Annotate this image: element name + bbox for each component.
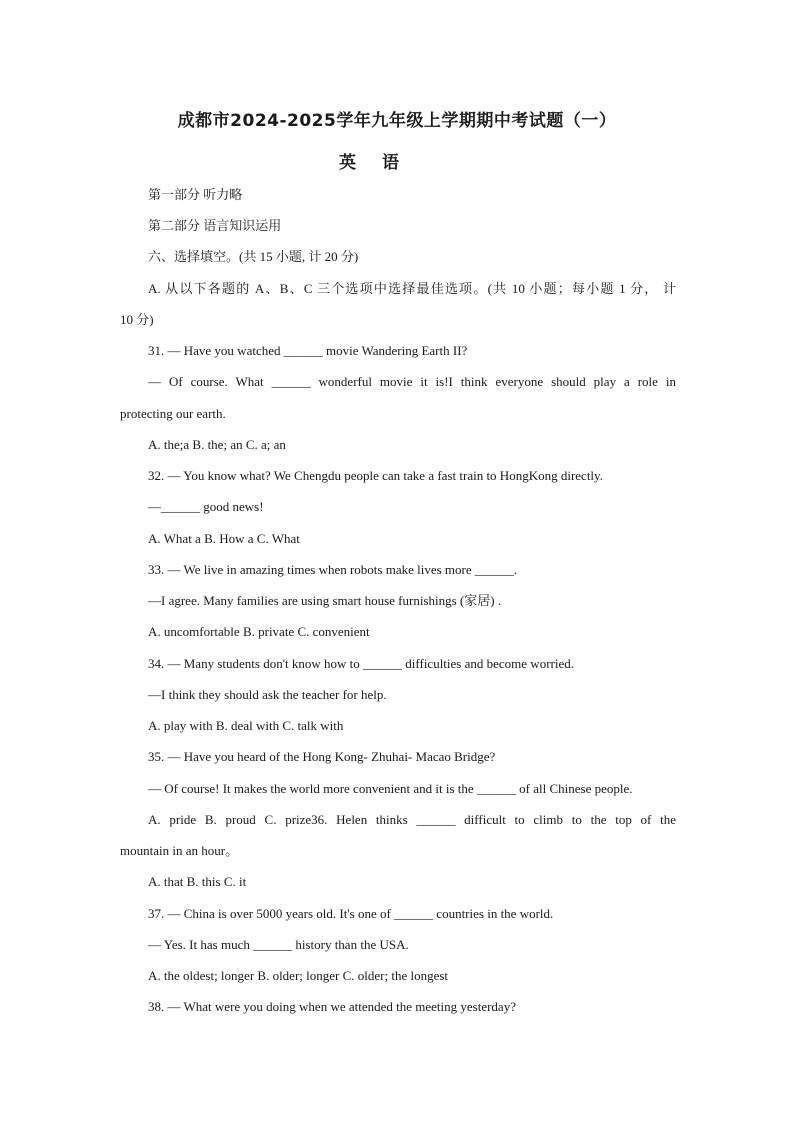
question-31: 31. — Have you watched ______ movie Wandering Earth II? bbox=[148, 343, 468, 358]
question-37: 37. — China is over 5000 years old. It's one of ______ countries in the world. bbox=[148, 906, 554, 921]
question-31-reply-line-2: protecting our earth. bbox=[120, 406, 226, 421]
part-one-heading: 第一部分 听力略 bbox=[148, 187, 243, 202]
question-32-options: A. What a B. How a C. What bbox=[148, 531, 300, 546]
question-34-options: A. play with B. deal with C. talk with bbox=[148, 718, 344, 733]
question-31-reply-line-1: — Of course. What ______ wonderful movie it is!I think everyone should play a role in bbox=[148, 374, 676, 389]
part-two-heading: 第二部分 语言知识运用 bbox=[148, 218, 282, 233]
question-32: 32. — You know what? We Chengdu people can take a fast train to HongKong directly. bbox=[148, 468, 603, 483]
instruction-line-2: 10 分) bbox=[120, 312, 154, 327]
question-36-continued: mountain in an hour。 bbox=[120, 843, 239, 858]
question-37-options: A. the oldest; longer B. older; longer C. older; the longest bbox=[148, 968, 449, 983]
question-36-options: A. that B. this C. it bbox=[148, 874, 247, 889]
question-33-reply: —I agree. Many families are using smart house furnishings (家居) . bbox=[148, 593, 502, 608]
question-34: 34. — Many students don't know how to ______ difficulties and become worried. bbox=[148, 656, 574, 671]
question-35-reply: — Of course! It makes the world more convenient and it is the ______ of all Chinese people. bbox=[148, 781, 633, 796]
exam-title: 成都市2024-2025学年九年级上学期期中考试题（一） bbox=[177, 111, 617, 131]
question-31-options: A. the;a B. the; an C. a; an bbox=[148, 437, 286, 452]
question-33: 33. — We live in amazing times when robots make lives more ______. bbox=[148, 562, 518, 577]
instruction-line-1: A. 从以下各题的 A、B、C 三个选项中选择最佳选项。(共 10 小题；每小题 1 分， 计 bbox=[148, 281, 676, 296]
question-37-reply: — Yes. It has much ______ history than the USA. bbox=[148, 937, 409, 952]
question-35-options-and-question-36: A. pride B. proud C. prize36. Helen thinks ______ difficult to climb to the top of the bbox=[148, 812, 676, 827]
question-34-reply: —I think they should ask the teacher for help. bbox=[148, 687, 387, 702]
question-38: 38. — What were you doing when we attended the meeting yesterday? bbox=[148, 999, 516, 1014]
question-33-options: A. uncomfortable B. private C. convenient bbox=[148, 624, 370, 639]
question-32-reply: —______ good news! bbox=[148, 499, 264, 514]
subject-heading: 英语 bbox=[339, 153, 425, 173]
section-six-heading: 六、选择填空。(共 15 小题, 计 20 分) bbox=[148, 249, 359, 264]
question-35: 35. — Have you heard of the Hong Kong- Zhuhai- Macao Bridge? bbox=[148, 749, 496, 764]
